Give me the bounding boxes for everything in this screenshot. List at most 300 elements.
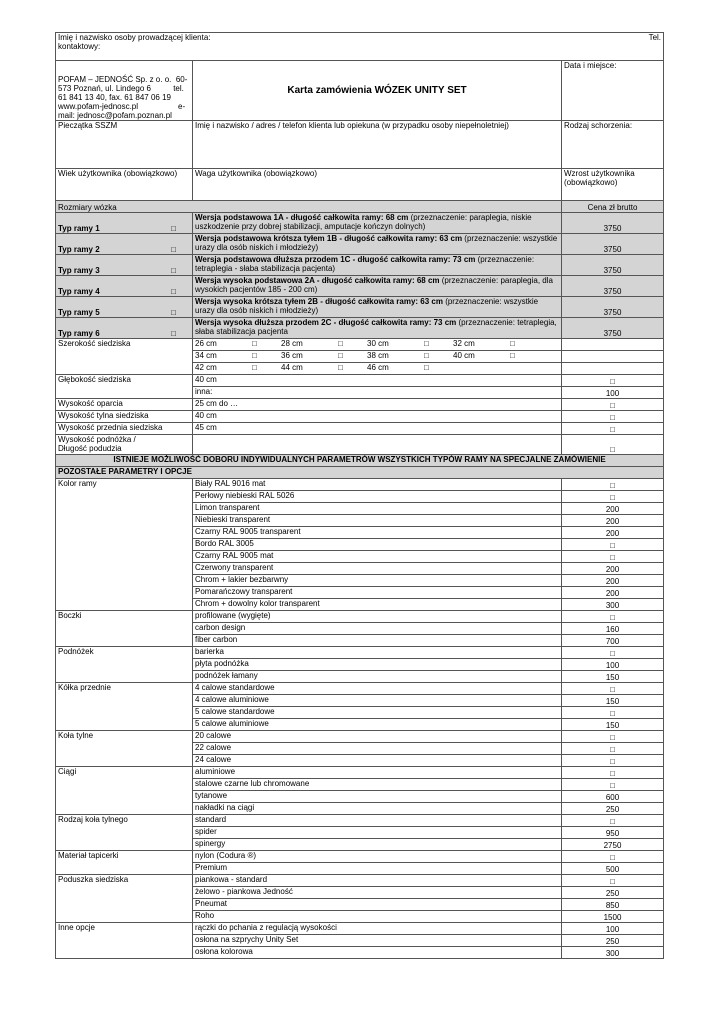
stamp-label: Pieczątka SSZM [58,121,118,130]
frame-version: Wersja podstawowa 1A - długość całkowita ramy: 68 cm [195,213,409,222]
param-label-cell [56,411,193,423]
option-name: Pneumat [195,899,228,908]
option-name: 5 calowe aluminiowe [195,719,269,728]
frame-price-cell [562,297,664,318]
seat-width-options [193,351,562,363]
option-name: Bordo RAL 3005 [195,539,254,548]
option-group-label: Ciągi [58,767,77,776]
option-price-cell[interactable] [562,527,664,539]
frame-type-cell[interactable] [56,213,193,234]
option-name: standard [195,815,227,824]
option-price: □ [610,541,615,550]
option-price-cell[interactable] [562,863,664,875]
price-header-cell [562,201,664,213]
custom-parameters-banner [56,455,664,467]
option-group-label-cell [56,647,193,683]
option-name-cell[interactable] [193,611,562,623]
param-price-cell[interactable] [562,411,664,423]
option-name: Pomarańczowy transparent [195,587,293,596]
option-name: Chrom + dowolny kolor transparent [195,599,320,608]
seat-width-value: 42 cm [195,363,217,372]
option-price: □ [610,649,615,658]
option-price-cell[interactable] [562,743,664,755]
option-price: 2750 [603,841,622,850]
frame-type-label: Typ ramy 5 [58,308,100,317]
option-group-label-cell [56,611,193,647]
option-name-cell[interactable] [193,575,562,587]
param-price-cell[interactable] [562,399,664,411]
param-label: Wysokość oparcia [58,399,123,408]
date-place-cell[interactable] [562,61,664,121]
option-name: 24 calowe [195,755,232,764]
option-price: 150 [605,697,620,706]
option-name-cell[interactable] [193,755,562,767]
option-price: 500 [605,865,620,874]
option-price: □ [610,853,615,862]
frame-description-cell [193,213,562,234]
option-group-label-cell [56,479,193,611]
company-address-line: www.pofam-jednosc.pl e- [58,102,186,111]
option-name: tytanowe [195,791,228,800]
seat-depth-price-cell[interactable] [562,375,664,387]
option-name: aluminiowe [195,767,236,776]
option-price-cell[interactable] [562,923,664,935]
seat-width-value: 26 cm [195,339,217,348]
frame-price-cell [562,255,664,276]
param-value-cell[interactable] [193,411,562,423]
seat-width-checkbox[interactable]: □ [510,351,515,360]
param-value: 45 cm [195,423,217,432]
option-price-cell[interactable] [562,515,664,527]
param-price: □ [610,401,615,410]
option-price: 850 [605,901,620,910]
seat-depth-option[interactable] [193,375,562,387]
other-parameters-label: POZOSTAŁE PARAMETRY I OPCJE [58,467,192,476]
option-name-cell[interactable] [193,587,562,599]
option-name: płyta podnóżka [195,659,249,668]
client-manager-cell[interactable] [56,33,664,61]
tel-label: Tel. [648,33,662,42]
option-price-cell[interactable] [562,551,664,563]
param-price: □ [610,425,615,434]
param-value: 25 cm do … [195,399,239,408]
option-price: 200 [605,517,620,526]
option-name: Limon transparent [195,503,260,512]
sizes-header-cell [56,201,562,213]
frame-price-cell [562,213,664,234]
frame-type-checkbox[interactable]: □ [171,266,176,275]
param-value: 40 cm [195,411,217,420]
option-name: 4 calowe standardowe [195,683,275,692]
frame-price: 3750 [603,287,622,296]
option-name: rączki do pchania z regulacją wysokości [195,923,337,932]
height-cell[interactable] [562,169,664,201]
frame-version: Wersja podstawowa krótsza tyłem 1B - długość całkowita ramy: 63 cm [195,234,463,243]
option-price-cell[interactable] [562,791,664,803]
disease-label: Rodzaj schorzenia: [564,121,633,130]
option-price-cell[interactable] [562,563,664,575]
param-label: Wysokość przednia siedziska [58,423,163,432]
option-name-cell[interactable] [193,851,562,863]
frame-type-cell[interactable] [56,255,193,276]
footrest-height-label-2: Długość podudzia [58,444,122,453]
option-name: spinergy [195,839,226,848]
option-price: 200 [605,529,620,538]
option-price-cell[interactable] [562,635,664,647]
option-price-cell[interactable] [562,719,664,731]
option-price-cell[interactable] [562,779,664,791]
age-label: Wiek użytkownika (obowiązkowo) [58,169,178,178]
frame-purpose: (przeznaczenie: paraplegia, dla wysokich pacjentów 185 - 200 cm) [195,276,553,294]
client-info-label: Imię i nazwisko / adres / telefon klienta lub opiekuna (w przypadku osoby niepełnoletniej) [195,121,509,130]
option-price-cell[interactable] [562,935,664,947]
other-parameters-header [56,467,664,479]
seat-width-value: 30 cm [367,339,389,348]
option-price-cell[interactable] [562,707,664,719]
option-price: □ [610,685,615,694]
age-cell[interactable] [56,169,193,201]
option-price: □ [610,877,615,886]
option-name-cell[interactable] [193,527,562,539]
frame-type-cell[interactable] [56,297,193,318]
form-title-cell [193,61,562,121]
price-header: Cena zł brutto [587,203,638,212]
option-price-cell[interactable] [562,671,664,683]
option-price-cell[interactable] [562,803,664,815]
seat-width-checkbox[interactable]: □ [252,363,257,372]
option-price-cell[interactable] [562,839,664,851]
option-name: żelowo - piankowa Jedność [195,887,293,896]
seat-width-checkbox[interactable]: □ [338,363,343,372]
option-name-cell[interactable] [193,635,562,647]
frame-version: Wersja wysoka dłuższa przodem 2C - długość całkowita ramy: 73 cm [195,318,457,327]
option-name-cell[interactable] [193,683,562,695]
option-price: 150 [605,721,620,730]
option-price: 600 [605,793,620,802]
frame-purpose: (przeznaczenie: tetraplegia, słaba stabilizacja pacjenta [195,318,557,336]
option-name: Niebieski transparent [195,515,271,524]
option-price-cell[interactable] [562,851,664,863]
option-price-cell[interactable] [562,575,664,587]
frame-version: Wersja wysoka podstawowa 2A - długość całkowita ramy: 68 cm [195,276,440,285]
option-name-cell[interactable] [193,503,562,515]
option-name-cell[interactable] [193,563,562,575]
option-name-cell[interactable] [193,515,562,527]
frame-purpose: (przeznaczenie: wszystkie urazy dla osób niskich i młodzieży) [195,234,558,252]
frame-type-checkbox[interactable]: □ [171,245,176,254]
option-price-cell[interactable] [562,731,664,743]
option-name-cell[interactable] [193,947,562,959]
option-price-cell[interactable] [562,539,664,551]
company-address-line: mail: jednosc@pofam.poznan.pl [58,111,172,120]
option-price: 700 [605,637,620,646]
seat-width-checkbox[interactable]: □ [510,339,515,348]
option-name-cell[interactable] [193,599,562,611]
option-group-label: Inne opcje [58,923,95,932]
option-name: Czarny RAL 9005 transparent [195,527,301,536]
client-info-cell[interactable] [193,121,562,169]
frame-description-cell [193,297,562,318]
banner-text: ISTNIEJE MOŻLIWOŚĆ DOBORU INDYWIDUALNYCH PARAMETRÓW WSZYSTKICH TYPÓW RAMY NA SPECJALNE ZAMÓWIENIE [113,455,606,464]
param-value-cell[interactable] [193,423,562,435]
option-name-cell[interactable] [193,839,562,851]
seat-width-price-cell [562,351,664,363]
option-name-cell[interactable] [193,623,562,635]
option-name-cell[interactable] [193,923,562,935]
option-price-cell[interactable] [562,695,664,707]
seat-width-checkbox[interactable]: □ [424,339,429,348]
option-name-cell[interactable] [193,791,562,803]
option-name-cell[interactable] [193,899,562,911]
seat-width-checkbox[interactable]: □ [252,351,257,360]
option-name: 5 calowe standardowe [195,707,275,716]
seat-width-value: 28 cm [281,339,303,348]
option-name: 20 calowe [195,731,232,740]
option-name: spider [195,827,217,836]
option-name: nylon (Codura ®) [195,851,257,860]
seat-width-checkbox[interactable]: □ [424,363,429,372]
option-name-cell[interactable] [193,863,562,875]
seat-depth-label: Głębokość siedziska [58,375,131,384]
option-price: □ [610,493,615,502]
option-price-cell[interactable] [562,899,664,911]
option-price-cell[interactable] [562,755,664,767]
option-price-cell[interactable] [562,683,664,695]
option-price: 200 [605,565,620,574]
option-price: □ [610,781,615,790]
frame-price: 3750 [603,224,622,233]
option-name: Czarny RAL 9005 mat [195,551,274,560]
date-place-label: Data i miejsce: [564,61,617,70]
option-group-label-cell [56,851,193,875]
option-name: Perłowy niebieski RAL 5026 [195,491,295,500]
option-price: □ [610,817,615,826]
frame-purpose: (przeznaczenie: tetraplegia - słaba stabilizacja pacjenta) [195,255,535,273]
option-name: Roho [195,911,215,920]
option-price-cell[interactable] [562,599,664,611]
option-name-cell[interactable] [193,695,562,707]
form-title: Karta zamówienia WÓZEK UNITY SET [287,85,467,96]
company-address-line: 61 841 13 40, fax. 61 847 06 19 [58,93,171,102]
option-price: 150 [605,673,620,682]
option-price-cell[interactable] [562,875,664,887]
option-name: Czerwony transparent [195,563,274,572]
option-price: 950 [605,829,620,838]
option-price: 200 [605,577,620,586]
option-group-label: Poduszka siedziska [58,875,129,884]
frame-type-cell[interactable] [56,318,193,339]
option-price: □ [610,757,615,766]
param-label: Wysokość tylna siedziska [58,411,149,420]
param-value-cell[interactable] [193,399,562,411]
option-price-cell[interactable] [562,503,664,515]
option-price: □ [610,481,615,490]
option-price-cell[interactable] [562,623,664,635]
frame-type-label: Typ ramy 1 [58,224,100,233]
footrest-height-price-cell[interactable] [562,435,664,455]
seat-width-checkbox[interactable]: □ [424,351,429,360]
seat-width-value: 46 cm [367,363,389,372]
seat-depth-label-cell [56,387,193,399]
frame-type-checkbox[interactable]: □ [171,224,176,233]
frame-type-checkbox[interactable]: □ [171,308,176,317]
option-group-label-cell [56,923,193,959]
option-name: osłona kolorowa [195,947,253,956]
option-group-label-cell [56,875,193,923]
option-name: 4 calowe aluminiowe [195,695,269,704]
option-name-cell[interactable] [193,731,562,743]
option-price: □ [610,733,615,742]
option-price-cell[interactable] [562,815,664,827]
company-address-line: POFAM – JEDNOŚĆ Sp. z o. o. 60- [58,75,188,84]
seat-width-checkbox[interactable]: □ [338,351,343,360]
option-name: osłona na szprychy Unity Set [195,935,299,944]
option-name-cell[interactable] [193,479,562,491]
option-name: podnóżek łamany [195,671,258,680]
seat-width-value: 44 cm [281,363,303,372]
weight-cell[interactable] [193,169,562,201]
seat-width-checkbox[interactable]: □ [252,339,257,348]
seat-width-price-cell [562,363,664,375]
option-price-cell[interactable] [562,911,664,923]
option-price: □ [610,709,615,718]
option-price-cell[interactable] [562,887,664,899]
frame-type-cell[interactable] [56,276,193,297]
option-price-cell[interactable] [562,491,664,503]
height-label: Wzrost użytkownika (obowiązkowo) [564,169,635,187]
option-price: 250 [605,805,620,814]
frame-description-cell [193,234,562,255]
option-name-cell[interactable] [193,707,562,719]
option-price-cell[interactable] [562,479,664,491]
option-name-cell[interactable] [193,767,562,779]
option-name-cell[interactable] [193,491,562,503]
disease-cell[interactable] [562,121,664,169]
frame-description-cell [193,255,562,276]
option-price: 100 [605,925,620,934]
option-name: profilowane (wygięte) [195,611,271,620]
option-name-cell[interactable] [193,815,562,827]
frame-type-label: Typ ramy 6 [58,329,100,338]
option-name: nakładki na ciągi [195,803,255,812]
seat-width-value: 34 cm [195,351,217,360]
seat-depth-option[interactable] [193,387,562,399]
sizes-header: Rozmiary wózka [58,203,117,212]
option-price: □ [610,553,615,562]
option-group-label: Rodzaj koła tylnego [58,815,128,824]
option-group-label-cell [56,731,193,767]
option-name-cell[interactable] [193,803,562,815]
option-name: 22 calowe [195,743,232,752]
frame-description-cell [193,318,562,339]
option-name: piankowa - standard [195,875,268,884]
seat-width-checkbox[interactable]: □ [338,339,343,348]
option-name: Premium [195,863,228,872]
seat-width-value: 38 cm [367,351,389,360]
option-price-cell[interactable] [562,587,664,599]
option-name: fiber carbon [195,635,238,644]
seat-depth-option-label: inna: [195,387,213,396]
option-group-label-cell [56,767,193,815]
option-name-cell[interactable] [193,935,562,947]
frame-version: Wersja podstawowa dłuższa przodem 1C - długość całkowita ramy: 73 cm [195,255,476,264]
seat-depth-price: □ [610,377,615,386]
seat-depth-option-label: 40 cm [195,375,217,384]
option-price: 200 [605,589,620,598]
frame-price-cell [562,234,664,255]
option-group-label: Koła tylne [58,731,94,740]
frame-type-cell[interactable] [56,234,193,255]
option-name-cell[interactable] [193,827,562,839]
param-price-cell[interactable] [562,423,664,435]
seat-width-label-cell [56,363,193,375]
option-price-cell[interactable] [562,767,664,779]
option-name-cell[interactable] [193,887,562,899]
option-name-cell[interactable] [193,743,562,755]
frame-type-checkbox[interactable]: □ [171,287,176,296]
option-name-cell[interactable] [193,671,562,683]
param-label-cell [56,423,193,435]
option-name-cell[interactable] [193,647,562,659]
option-name-cell[interactable] [193,659,562,671]
frame-price: 3750 [603,245,622,254]
frame-type-checkbox[interactable]: □ [171,329,176,338]
option-group-label: Materiał tapicerki [58,851,119,860]
option-price-cell[interactable] [562,659,664,671]
contact-label: kontaktowy: [58,42,101,51]
frame-type-label: Typ ramy 3 [58,266,100,275]
option-name-cell[interactable] [193,779,562,791]
option-name-cell[interactable] [193,875,562,887]
frame-type-label: Typ ramy 4 [58,287,100,296]
option-name: Biały RAL 9016 mat [195,479,266,488]
option-name-cell[interactable] [193,719,562,731]
option-name-cell[interactable] [193,539,562,551]
option-name: stalowe czarne lub chromowane [195,779,310,788]
option-price-cell[interactable] [562,827,664,839]
frame-price-cell [562,276,664,297]
option-name-cell[interactable] [193,551,562,563]
option-price: 160 [605,625,620,634]
seat-depth-price-cell[interactable] [562,387,664,399]
option-price-cell[interactable] [562,947,664,959]
seat-depth-label-cell [56,375,193,387]
footrest-height-value-cell[interactable] [193,435,562,455]
option-price: 100 [605,661,620,670]
stamp-cell[interactable] [56,121,193,169]
option-name-cell[interactable] [193,911,562,923]
option-group-label-cell [56,815,193,851]
order-form-table [55,32,664,959]
option-price: 1500 [603,913,622,922]
footrest-height-label-1: Wysokość podnóżka / [58,435,136,444]
weight-label: Waga użytkownika (obowiązkowo) [195,169,317,178]
option-group-label: Kolor ramy [58,479,97,488]
option-price: □ [610,769,615,778]
option-name: carbon design [195,623,246,632]
option-group-label: Boczki [58,611,82,620]
param-label-cell [56,399,193,411]
option-price-cell[interactable] [562,611,664,623]
frame-price: 3750 [603,308,622,317]
option-group-label: Podnóżek [58,647,94,656]
option-group-label: Kółka przednie [58,683,111,692]
seat-width-value: 32 cm [453,339,475,348]
frame-price-cell [562,318,664,339]
option-price-cell[interactable] [562,647,664,659]
option-price: 300 [605,601,620,610]
company-address-line: 573 Poznań, ul. Lindego 6 tel. [58,84,184,93]
